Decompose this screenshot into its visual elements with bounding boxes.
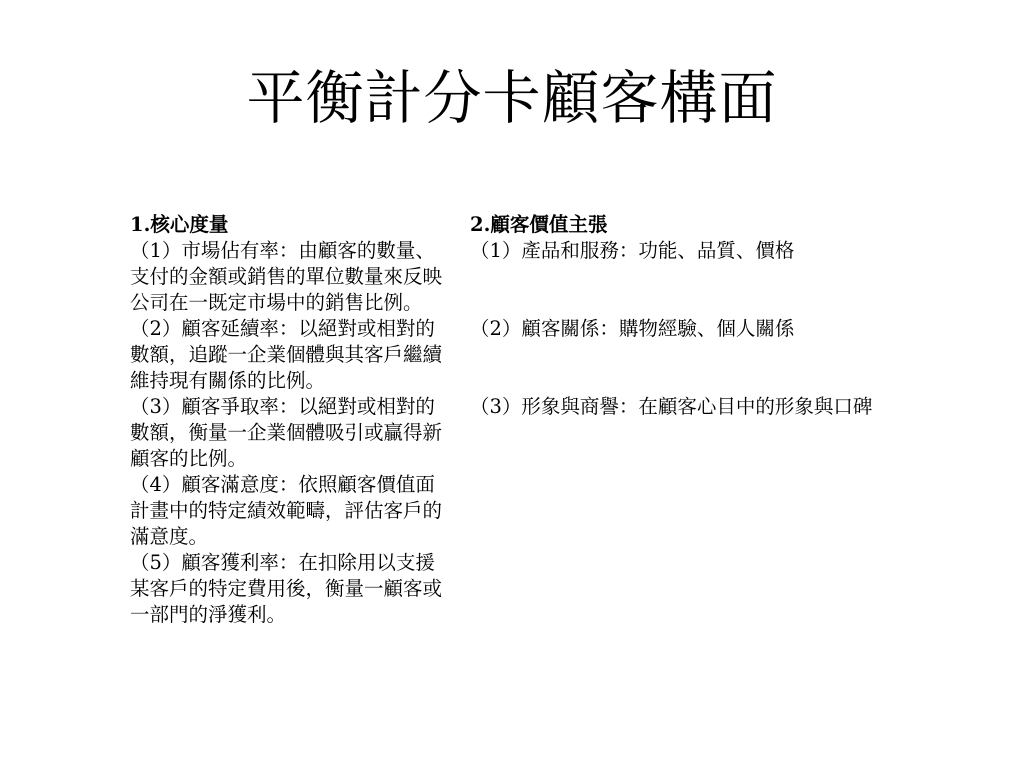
core-measures-heading: 1.核心度量 <box>130 213 229 236</box>
value-proposition-heading: 2.顧客價值主張 <box>470 213 608 236</box>
core-measure-item: （1）市場佔有率：由顧客的數量、支付的金額或銷售的單位數量來反映公司在一既定市場中的銷售比例。 <box>130 239 443 314</box>
value-proposition-column <box>470 212 970 420</box>
core-measure-item: （2）顧客延續率：以絕對或相對的數額，追蹤一企業個體與其客戶繼續維持現有關係的比例。 <box>130 317 443 392</box>
core-measure-item: （4）顧客滿意度：依照顧客價值面計畫中的特定績效範疇，評估客戶的滿意度。 <box>130 473 443 548</box>
value-proposition-item: （1）產品和服務：功能、品質、價格 <box>470 239 795 262</box>
core-measure-item: （5）顧客獲利率：在扣除用以支援某客戶的特定費用後，衡量一顧客或一部門的淨獲利。 <box>130 551 443 626</box>
core-measures-column <box>130 212 450 628</box>
slide-title: 平衡計分卡顧客構面 <box>246 64 778 132</box>
value-proposition-item: （2）顧客關係：購物經驗、個人關係 <box>470 317 795 340</box>
value-proposition-item: （3）形象與商譽：在顧客心目中的形象與口碑 <box>470 395 873 418</box>
core-measure-item: （3）顧客爭取率：以絕對或相對的數額，衡量一企業個體吸引或贏得新顧客的比例。 <box>130 395 443 470</box>
